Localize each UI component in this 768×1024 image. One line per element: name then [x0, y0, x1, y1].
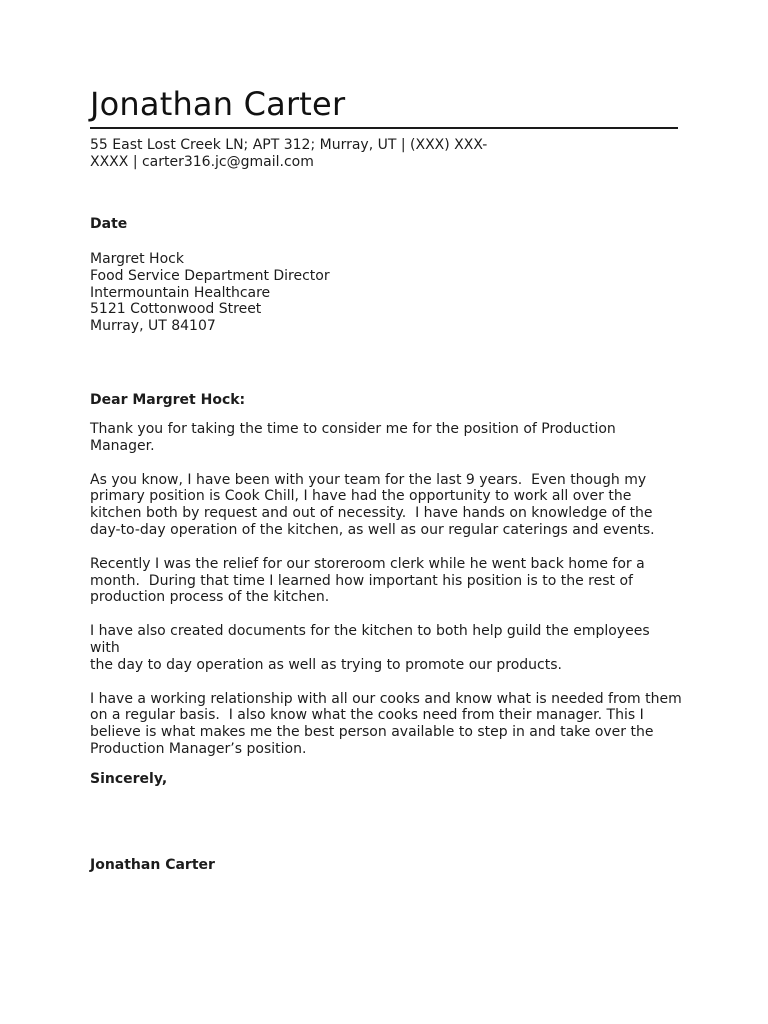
body-paragraph: Thank you for taking the time to consider me for the position of Production Manager.	[90, 421, 621, 454]
signature-name: Jonathan Carter	[90, 857, 215, 873]
recipient-street: 5121 Cottonwood Street	[90, 301, 262, 318]
header-divider	[90, 127, 678, 129]
letter-body	[90, 421, 682, 775]
recipient-name: Margret Hock	[90, 251, 184, 267]
recipient-address-block	[90, 251, 330, 335]
closing: Sincerely,	[90, 771, 168, 787]
contact-line-1: 55 East Lost Creek LN; APT 312; Murray, UT | (XXX) XXX-	[90, 137, 488, 153]
body-paragraph: Recently I was the relief for our storeroom clerk while he went back home for a month. During that time I learned how important his position is to the rest of production process of the kitchen.	[90, 555, 645, 606]
recipient-city-state-zip: Murray, UT 84107	[90, 318, 216, 335]
body-paragraph: I have also created documents for the kitchen to both help guild the employees with the day to day operation as well as trying to promote our products.	[90, 623, 650, 673]
body-paragraph: I have a working relationship with all our cooks and know what is needed from them on a regular basis. I also know what the cooks need from their manager. This I believe is what makes me the best person available to step in and take over the Production Manager’s position.	[90, 690, 682, 757]
date-label: Date	[90, 216, 128, 232]
sender-contact-info	[90, 137, 500, 171]
recipient-title: Food Service Department Director	[90, 267, 330, 284]
body-paragraph: As you know, I have been with your team for the last 9 years. Even though my primary position is Cook Chill, I have had the opportunity to work all over the kitchen both by request and out of necessity. I have hands on knowledge of the day-to-day operation of the kitchen, as well as our regular caterings and events.	[90, 471, 655, 538]
recipient-organization: Intermountain Healthcare	[90, 284, 271, 301]
sender-name-heading: Jonathan Carter	[90, 85, 346, 123]
letter-page	[90, 0, 680, 1024]
contact-line-2: XXXX | carter316.jc@gmail.com	[90, 154, 314, 170]
salutation: Dear Margret Hock:	[90, 392, 246, 408]
